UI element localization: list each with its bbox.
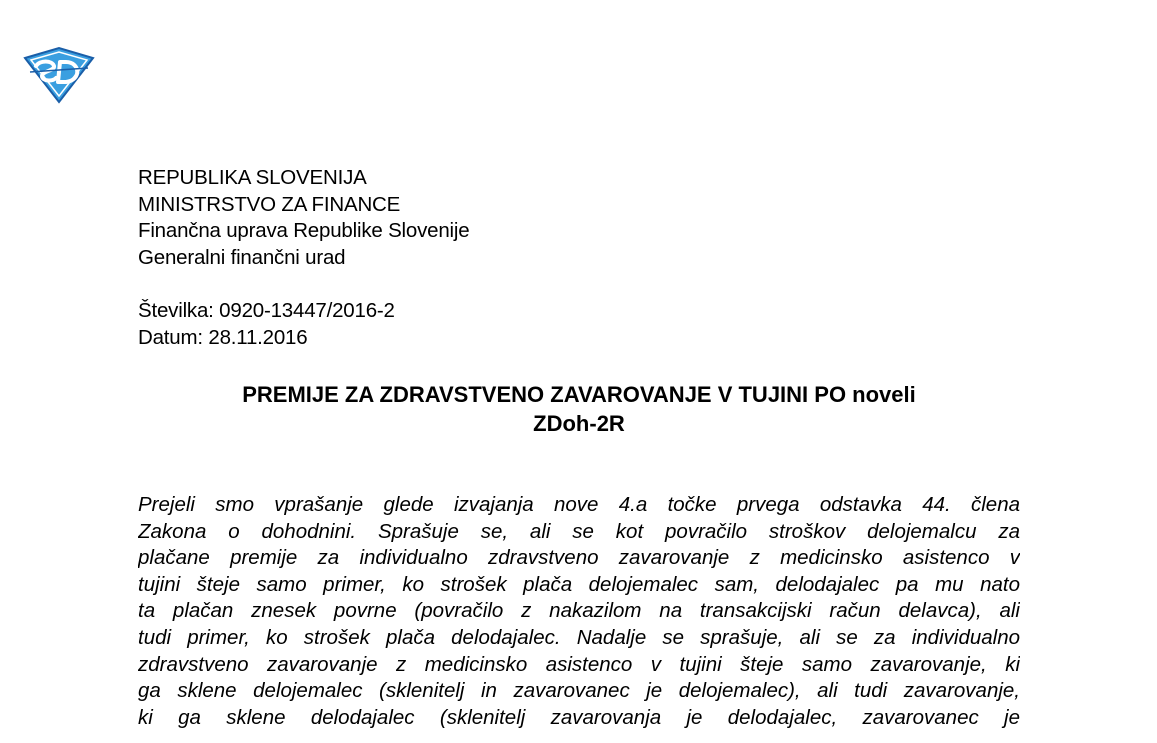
reference-block bbox=[138, 298, 395, 351]
body-line: ga sklene delojemalec (sklenitelj in zavarovanec je delojemalec), ali tudi zavarovanje, bbox=[138, 679, 1020, 703]
body-line: zdravstveno zavarovanje z medicinsko asistenco v tujini šteje samo zavarovanje, ki bbox=[138, 652, 1020, 676]
body-paragraph bbox=[138, 492, 1020, 731]
fu-logo-icon bbox=[22, 46, 96, 104]
document-title bbox=[138, 380, 1020, 438]
header-ministry: MINISTRSTVO ZA FINANCE bbox=[138, 192, 401, 216]
body-line: ki ga sklene delodajalec (sklenitelj zavarovanja je delodajalec, zavarovanec je bbox=[138, 705, 1020, 729]
body-line: plačane premije za individualno zdravstveno zavarovanje z medicinsko asistenco v bbox=[138, 546, 1020, 570]
title-line-2: ZDoh-2R bbox=[533, 411, 625, 436]
document-date: Datum: 28.11.2016 bbox=[138, 325, 308, 349]
body-line: Zakona o dohodnini. Sprašuje se, ali se kot povračilo stroškov delojemalcu za bbox=[138, 519, 1020, 543]
header-administration: Finančna uprava Republike Slovenije bbox=[138, 219, 470, 243]
body-line: tudi primer, ko strošek plača delodajalec. Nadalje se sprašuje, ali se za individualno bbox=[138, 625, 1020, 649]
issuer-header bbox=[138, 165, 469, 271]
body-line: Prejeli smo vprašanje glede izvajanja nove 4.a točke prvega odstavka 44. člena bbox=[138, 493, 1020, 516]
title-line-1: PREMIJE ZA ZDRAVSTVENO ZAVAROVANJE V TUJINI PO noveli bbox=[242, 382, 916, 407]
header-country: REPUBLIKA SLOVENIJA bbox=[138, 166, 367, 189]
header-office: Generalni finančni urad bbox=[138, 245, 346, 269]
body-line: ta plačan znesek povrne (povračilo z nakazilom na transakcijski račun delavca), ali bbox=[138, 599, 1020, 623]
document-number: Številka: 0920-13447/2016-2 bbox=[138, 299, 395, 322]
logo bbox=[22, 46, 96, 104]
body-line: tujini šteje samo primer, ko strošek plača delojemalec sam, delodajalec pa mu nato bbox=[138, 572, 1020, 596]
